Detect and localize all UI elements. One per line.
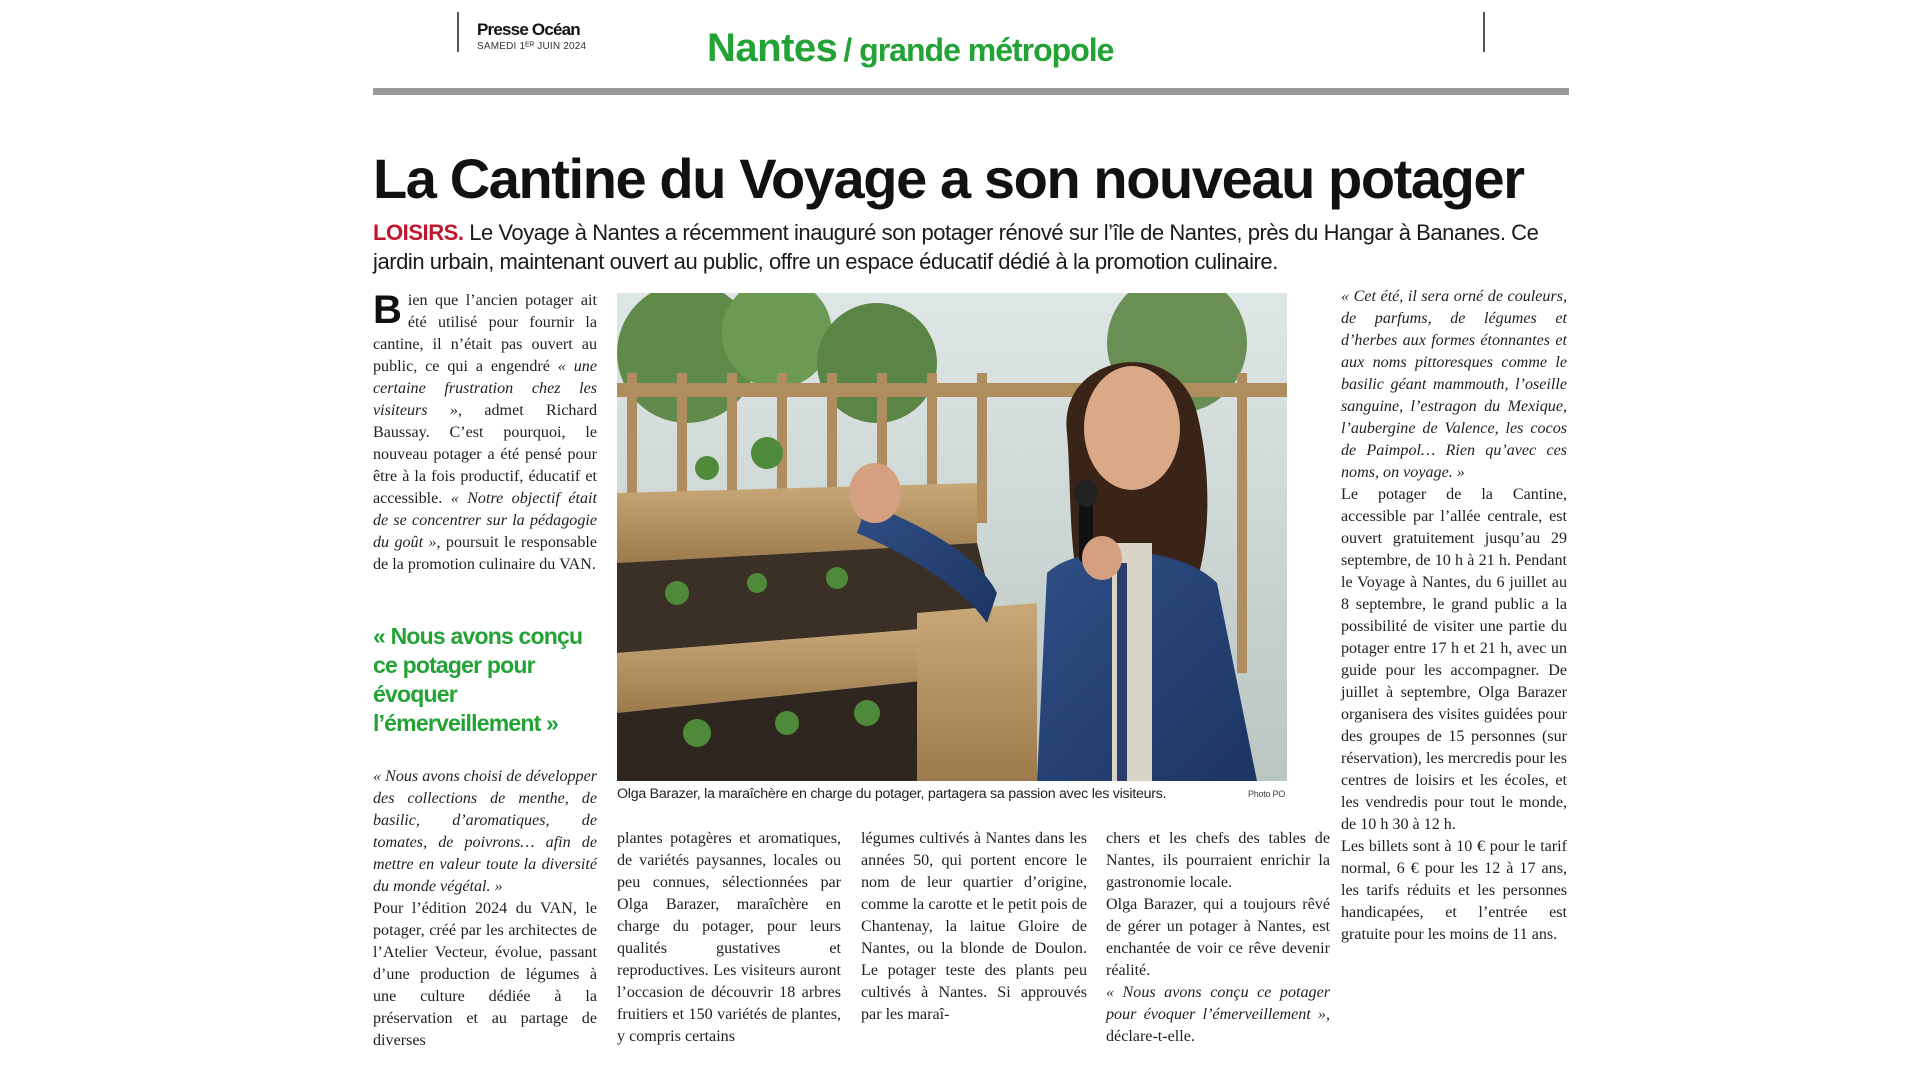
column-1-continued — [373, 766, 597, 1052]
paragraph: plantes potagères et aromatiques, de variétés paysannes, locales ou peu connues, sélectionnées par Olga Barazer, maraîchère en charge du potager, pour leurs qualités gustatives et reproductives. Les visiteurs auront l’occasion de découvrir 18 arbres fruitiers et 150 variétés de plantes, y compris certains — [617, 830, 841, 1045]
masthead-divider-left — [457, 12, 459, 52]
paragraph: légumes cultivés à Nantes dans les années 50, qui portent encore le nom de leur quartier d’origine, comme la carotte et le petit pois de Chantenay, la laitue Gloire de Nantes, ou la blonde de Doulon. Le potager teste des plants peu cultivés à Nantes. Si approuvés par les maraî- — [861, 830, 1087, 1023]
column-1 — [373, 290, 597, 576]
quote-run: « Notre objectif était de se concentrer sur la pédagogie du goût » — [373, 490, 597, 551]
text-run: ien que l’ancien potager ait été utilisé pour fournir la cantine, il n’était pas ouvert au public, ce qui a engendré — [373, 292, 597, 375]
masthead-divider-right — [1483, 12, 1485, 52]
section-name: Nantes — [707, 26, 838, 70]
paragraph — [373, 290, 597, 576]
paragraph — [1106, 982, 1330, 1048]
subsection-name: / grande métropole — [843, 32, 1114, 68]
article-photo — [617, 293, 1287, 781]
caption-text: Olga Barazer, la maraîchère en charge du potager, partagera sa passion avec les visiteurs. — [617, 786, 1167, 802]
column-2 — [617, 828, 841, 1048]
newspaper-brand — [477, 20, 586, 52]
garden-photo-illustration — [617, 293, 1287, 781]
section-title — [707, 26, 1113, 71]
paragraph — [373, 766, 597, 898]
column-4 — [1106, 828, 1330, 1048]
text-run: , admet Richard Baussay. C’est pourquoi, le nouveau potager a été pensé pour être à la fois productif, éducatif et accessible. — [373, 402, 598, 507]
masthead — [373, 0, 1569, 96]
paragraph: chers et les chefs des tables de Nantes, ils pourraient enrichir la gastronomie locale. — [1106, 830, 1330, 891]
newspaper-page — [373, 0, 1569, 1080]
lead-text: Le Voyage à Nantes a récemment inauguré son potager rénové sur l’île de Nantes, près du Hangar à Bananes. Ce jardin urbain, maintenant ouvert au public, offre un espace éducatif dédié à la promotion culinaire. — [373, 220, 1539, 274]
photo-credit: Photo PO — [1247, 789, 1285, 799]
text-run: , poursuit le responsable de la promotion culinaire du VAN. — [373, 534, 597, 573]
paragraph — [1341, 286, 1567, 484]
brand-name: Presse Océan — [477, 20, 580, 39]
article-headline: La Cantine du Voyage a son nouveau potager — [373, 147, 1524, 210]
issue-date: SAMEDI 1ᴱᴿ JUIN 2024 — [477, 41, 587, 52]
paragraph: Le potager de la Cantine, accessible par l’allée centrale, est ouvert gratuitement jusqu’au 29 septembre, de 10 h à 21 h. Pendant le Voyage à Nantes, du 6 juillet au 8 septembre, le grand public a la possibilité de visiter une partie du potager entre 17 h et 21 h, avec un guide pour les accompagner. De juillet à septembre, Olga Barazer organisera des visites guidées pour des groupes de 15 personnes (sur réservation), les mercredis pour les centres de loisirs et les écoles, et les vendredis pour tout le monde, de 10 h 30 à 12 h. — [1341, 486, 1567, 833]
quote-run: « Nous avons choisi de développer des collections de menthe, de basilic, d’aromatiques, de tomates, de poivrons… afin de mettre en valeur toute la diversité du monde végétal. » — [373, 768, 597, 895]
paragraph: Les billets sont à 10 € pour le tarif normal, 6 € pour les 12 à 17 ans, les tarifs réduits et les personnes handicapées, et l’entrée est gratuite pour les moins de 11 ans. — [1341, 838, 1567, 943]
quote-run: « Nous avons conçu ce potager pour évoquer l’émerveillement » — [1106, 984, 1330, 1023]
photo-caption — [617, 786, 1287, 806]
column-5 — [1341, 286, 1567, 946]
dropcap: B — [373, 288, 402, 332]
article-lead — [373, 218, 1569, 276]
masthead-rule — [373, 88, 1569, 95]
article-kicker: LOISIRS. — [373, 220, 464, 245]
pull-quote: « Nous avons conçu ce potager pour évoquer l’émerveillement » — [373, 623, 583, 736]
quote-run: « une certaine frustration chez les visiteurs » — [373, 358, 597, 419]
quote-run: « Cet été, il sera orné de couleurs, de parfums, de légumes et d’herbes aux formes étonnantes et aux noms pittoresques comme le basilic géant mammouth, l’oseille sanguine, l’estragon du Mexique, l’aubergine de Valence, les cocos de Paimpol… Rien qu’avec ces noms, on voyage. » — [1341, 288, 1567, 481]
text-run: , déclare-t-elle. — [1106, 1006, 1330, 1045]
paragraph: Pour l’édition 2024 du VAN, le potager, créé par les architectes de l’Atelier Vecteur, évolue, passant d’une production de légumes à une culture dédiée à la préservation et au partage de diverses — [373, 900, 597, 1049]
paragraph: Olga Barazer, qui a toujours rêvé de gérer un potager à Nantes, est enchantée de voir ce rêve devenir réalité. — [1106, 896, 1330, 979]
column-3 — [861, 828, 1087, 1026]
